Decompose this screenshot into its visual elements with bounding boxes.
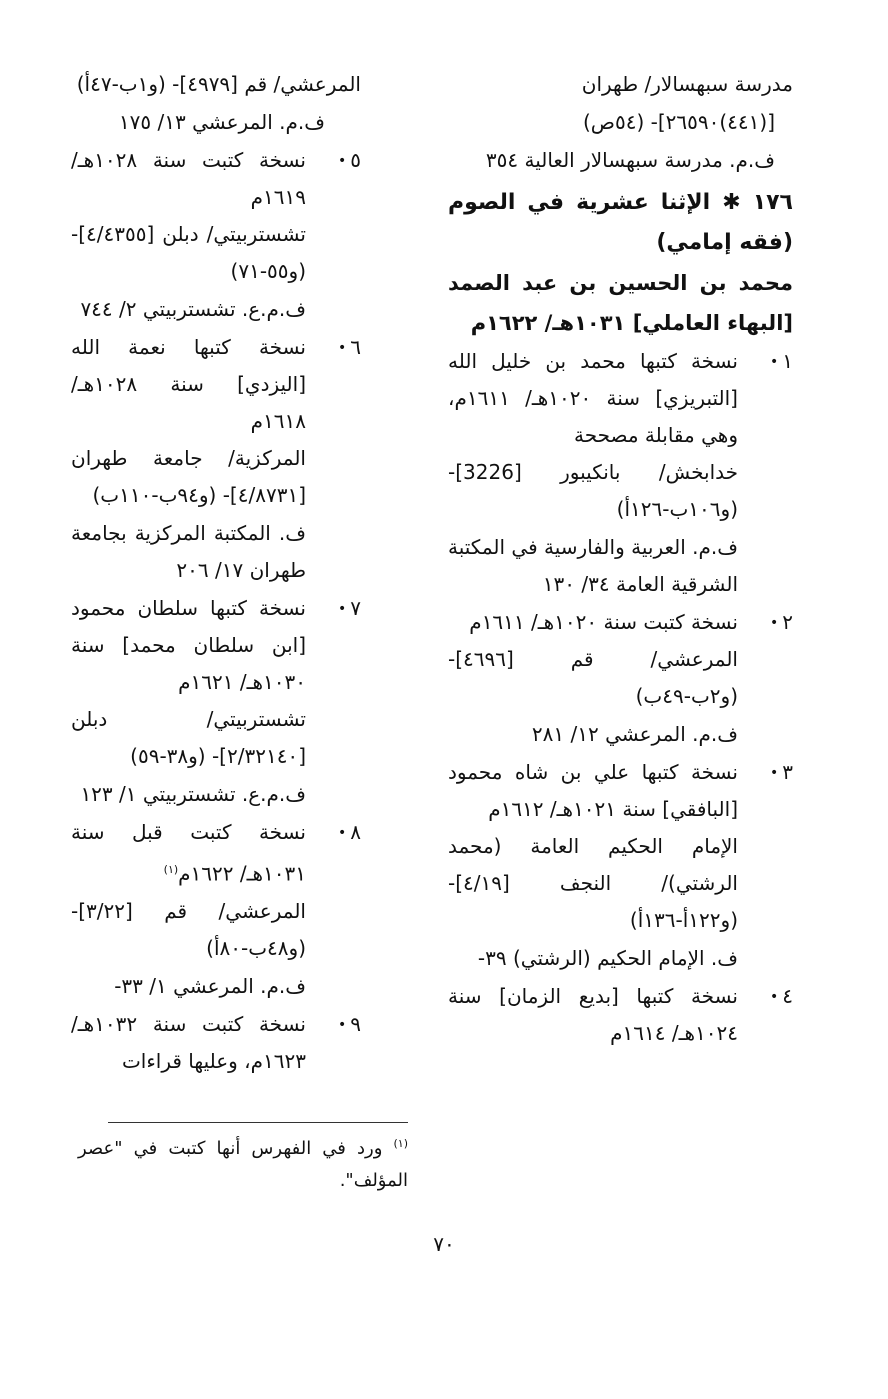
entry-heading [448, 183, 793, 263]
manuscript-description: نسخة كتبت سنة ١٠٢٨هـ/ ١٦١٩م [71, 148, 306, 209]
manuscript-item [448, 343, 793, 454]
manuscript-item [71, 142, 361, 216]
catalog-reference: ف.م. المرعشي ١٢/ ٢٨١ [531, 722, 738, 746]
manuscript-location: المرعشي/ قم [٣/٢٢]- (و٤٨ب-٨٠أ) [71, 898, 306, 960]
item-number: ٨ [350, 820, 361, 844]
manuscript-item [448, 604, 793, 641]
item-number: ٣ [782, 760, 793, 784]
entry-title: الإثنا عشرية في الصوم (فقه إمامي) [448, 190, 793, 255]
bullet-icon: • [769, 765, 779, 781]
manuscript-description: نسخة كتبها علي بن شاه محمود [البافقي] سنة ١٠٢١هـ/ ١٦١٢م [448, 760, 738, 821]
star-icon: ✱ [722, 190, 741, 215]
manuscript-location: خدابخش/ بانكيبور [3226]- (و١٠٦ب-١٢٦أ) [448, 460, 738, 521]
manuscript-description: نسخة كتبها [بديع الزمان] سنة ١٠٢٤هـ/ ١٦١٤م [448, 984, 738, 1045]
item-number: ٦ [350, 335, 361, 359]
manuscript-description: نسخة كتبها محمد بن خليل الله [التبريزي] سنة ١٠٢٠هـ/ ١٦١١م، وهي مقابلة مصححة [448, 349, 738, 447]
manuscript-description-wrap [71, 814, 306, 893]
manuscript-location: المركزية/ جامعة طهران [٤/٨٧٣١]- (و٩٤ب-١١٠ب) [71, 446, 306, 507]
manuscript-item [71, 1006, 361, 1080]
item-number-wrap [311, 142, 361, 180]
entry-author: محمد بن الحسين بن عبد الصمد [البهاء العاملي] ١٠٣١هـ/ ١٦٢٢م [448, 271, 793, 335]
catalog-reference: ف. المكتبة المركزية بجامعة طهران ١٧/ ٢٠٦ [71, 521, 306, 582]
page-number: ٧٠ [433, 1232, 455, 1256]
right-column [448, 66, 793, 1052]
manuscript-item [448, 978, 793, 1052]
catalog-reference: ف.م. العربية والفارسية في المكتبة الشرقية العامة ٣٤/ ١٣٠ [448, 535, 738, 596]
manuscript-item [71, 814, 361, 893]
continued-catalog-ref: ف.م. مدرسة سبهسالار العالية ٣٥٤ [485, 148, 775, 172]
item-number-wrap [743, 604, 793, 642]
left-column [71, 66, 361, 1080]
item-number: ٧ [350, 596, 361, 620]
footnote [78, 1128, 408, 1197]
manuscript-location: الإمام الحكيم العامة (محمد الرشتي)/ النجف [٤/١٩]- (و١٢٢أ-١٣٦أ) [448, 834, 738, 932]
catalog-reference: ف.م.ع. تشستربيتي ٢/ ٧٤٤ [80, 297, 306, 321]
footnote-divider [108, 1122, 408, 1123]
footnote-marker: (١) [163, 863, 179, 876]
bullet-icon: • [769, 989, 779, 1005]
item-number: ٤ [782, 984, 793, 1008]
item-number: ٢ [782, 610, 793, 634]
footnote-text: ورد في الفهرس أنها كتبت في "عصر المؤلف". [78, 1138, 408, 1191]
bullet-icon: • [769, 615, 779, 631]
bullet-icon: • [337, 825, 347, 841]
continued-location-line2: [(٤٤١)٢٦٥٩٠]- (٥٤ص) [582, 110, 775, 134]
item-number-wrap [311, 590, 361, 628]
item-number: ١ [782, 349, 793, 373]
catalog-reference: ف.م. المرعشي ١/ ٣٣- [114, 973, 306, 998]
continued-location: المرعشي/ قم [٤٩٧٩]- (و١ب-٤٧أ) [76, 72, 361, 96]
bullet-icon: • [337, 601, 347, 617]
item-number: ٩ [350, 1011, 361, 1036]
continued-catalog-ref: ف.م. المرعشي ١٣/ ١٧٥ [118, 110, 325, 134]
manuscript-description: نسخة كتبها سلطان محمود [ابن سلطان محمد] سنة ١٠٣٠هـ/ ١٦٢١م [71, 596, 306, 694]
item-number-wrap [311, 1006, 361, 1044]
bullet-icon: • [337, 153, 347, 169]
manuscript-description: نسخة كتبت قبل سنة ١٠٣١هـ/ ١٦٢٢م [71, 820, 306, 886]
manuscript-item [71, 329, 361, 440]
item-number-wrap [311, 329, 361, 367]
manuscript-location: المرعشي/ قم [٤٦٩٦]- (و٢ب-٤٩ب) [448, 647, 738, 708]
item-number-wrap [743, 754, 793, 792]
bullet-icon: • [337, 340, 347, 356]
entry-number: ١٧٦ [752, 190, 793, 215]
item-number: ٥ [350, 148, 361, 172]
item-number-wrap [743, 978, 793, 1016]
manuscript-description: نسخة كتبت سنة ١٠٢٠هـ/ ١٦١١م [469, 610, 738, 634]
catalog-reference: ف. الإمام الحكيم (الرشتي) ٣٩- [477, 946, 738, 970]
footnote-ref: (١) [393, 1137, 408, 1150]
item-number-wrap [743, 343, 793, 381]
manuscript-item [448, 754, 793, 828]
catalog-reference: ف.م.ع. تشستربيتي ١/ ١٢٣ [80, 782, 306, 806]
bullet-icon: • [337, 1016, 347, 1033]
continued-location-line1: مدرسة سبهسالار/ طهران [581, 72, 793, 96]
item-number-wrap [311, 814, 361, 852]
manuscript-item [71, 590, 361, 701]
bullet-icon: • [769, 354, 779, 370]
manuscript-description: نسخة كتبت سنة ١٠٣٢هـ/ ١٦٢٣م، وعليها قراءات [71, 1011, 306, 1073]
manuscript-description: نسخة كتبها نعمة الله [اليزدي] سنة ١٠٢٨هـ/ ١٦١٨م [71, 335, 306, 433]
manuscript-location: تشستربيتي/ دبلن [٢/٣٢١٤٠]- (و٣٨-٥٩) [71, 707, 306, 768]
manuscript-location: تشستربيتي/ دبلن [٤/٤٣٥٥]- (و٥٥-٧١) [71, 222, 306, 283]
